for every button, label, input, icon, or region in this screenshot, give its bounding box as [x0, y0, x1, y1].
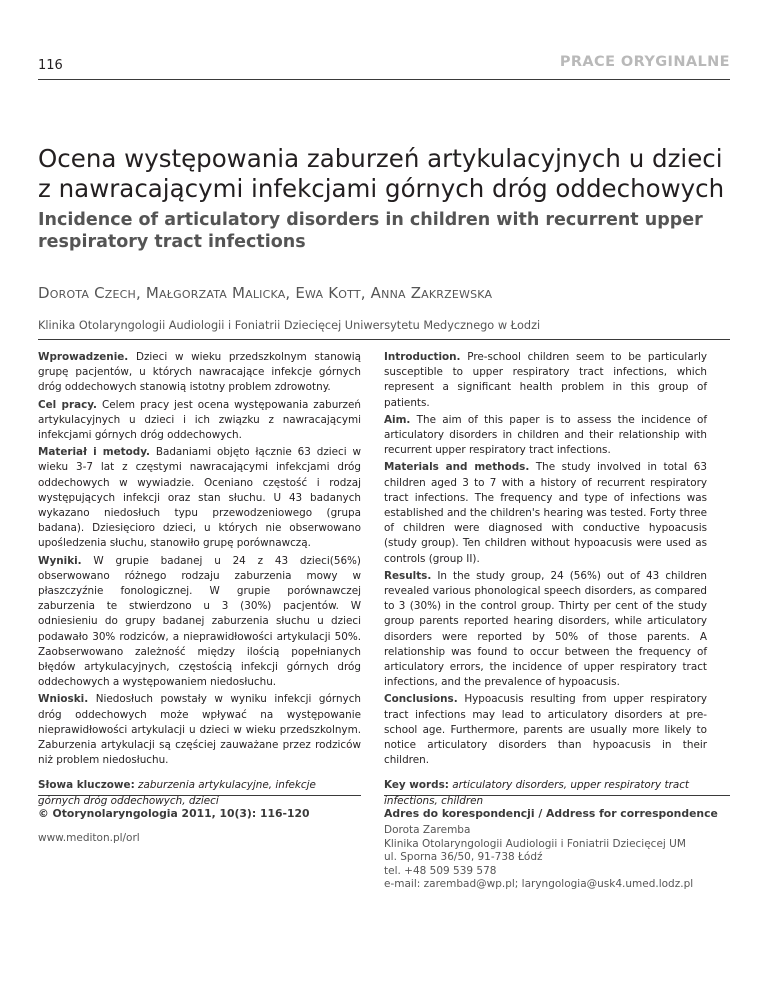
label: Aim.	[384, 413, 411, 426]
footer-rule-right	[384, 795, 730, 796]
text: In the study group, 24 (56%) out of 43 children revealed various phonological speech disorders, as compared to 3 (30%) in the control group. Thirty per cent of the study group parents reported hearing disorders, while articulatory disorders were reported by 50% of those parents. A relationship was found to occur between the frequency of articulatory errors, the incidence of upper respiratory tract infections, and the prevalence of hypoacusis.	[384, 569, 708, 689]
label: Results.	[384, 569, 432, 582]
text: Celem pracy jest ocena występowania zaburzeń artykulacyjnych u dzieci i ich związku z nawracającymi infekcjami górnych dróg oddechowych.	[38, 398, 361, 442]
article-title-polish: Ocena występowania zaburzeń artykulacyjnych u dzieci z nawracającymi infekcjami górnych dróg oddechowych	[38, 144, 725, 203]
correspondence-institution: Klinika Otolaryngologii Audiologii i Foniatrii Dziecięcej UM	[384, 837, 686, 850]
text: Niedosłuch powstały w wyniku infekcji górnych dróg oddechowych może wpływać na występowanie nieprawidłowości artykulacji u dzieci w wieku przedszkolnym. Zaburzenia artykulacji są częściej zauważane przez rodziców niż problem niedosłuchu.	[38, 693, 361, 767]
abstract-english	[384, 350, 707, 811]
label: Wnioski.	[38, 693, 89, 706]
citation-block	[38, 807, 361, 845]
abstract-pl-aim	[38, 398, 361, 444]
abstract-pl-introduction	[38, 350, 361, 396]
text: Pre-school children seem to be particularly susceptible to upper respiratory tract infections, which represent a significant health problem in this group of patients.	[384, 351, 707, 409]
label: Cel pracy.	[38, 398, 98, 411]
label: Słowa kluczowe:	[38, 779, 135, 792]
abstract-en-conclusions	[384, 692, 707, 768]
label: Wyniki.	[38, 554, 82, 567]
authors: Dorota Czech, Małgorzata Malicka, Ewa Kott, Anna Zakrzewska	[38, 284, 493, 302]
footer-rule-left	[38, 795, 361, 796]
abstract-top-rule	[38, 339, 730, 340]
journal-website-link[interactable]: www.mediton.pl/orl	[38, 832, 140, 844]
abstract-pl-conclusions	[38, 692, 361, 768]
text: Badaniami objęto łącznie 63 dzieci w wieku 3-7 lat z częstymi nawracającymi infekcjami dróg oddechowych w wywiadzie. Oceniano częstość i rodzaj występujących infekcji oraz stan słuchu. U 43 badanych wykazano niedosłuch typu przewodzeniowego (grupa badana). Dziesięcioro dzieci, u których nie obserwowano upośledzenia słuchu, stanowiło grupę porównawczą.	[38, 446, 361, 550]
abstract-pl-results	[38, 554, 361, 691]
label: Materiał i metody.	[38, 446, 150, 459]
correspondence-name: Dorota Zaremba	[384, 824, 471, 836]
text: Hypoacusis resulting from upper respiratory tract infections may lead to articulatory disorders at pre-school age. Furthermore, parents are usually more likely to notice articulatory disorders than hypoacusis in their children.	[384, 693, 707, 767]
text: W grupie badanej u 24 z 43 dzieci(56%) obserwowano różnego rodzaju zaburzenia mowy w płaszczyźnie fonologicznej. W grupie porównawczej zaburzenia te stwierdzono u 3 (30%) pacjentów. W odniesieniu do grupy badanej zaburzenia słuchu u dzieci podawało 30% rodziców, a nieprawidłowości artykulacji 50%. Zaobserwowano zależność między ilością popełnianych błędów artykulacyjnych, częstością infekcji górnych dróg oddechowych a występowaniem niedosłuchu.	[38, 554, 361, 689]
abstract-en-introduction	[384, 350, 707, 411]
label: Conclusions.	[384, 693, 458, 706]
text: articulatory disorders, upper respiratory tract infections, children	[384, 779, 689, 807]
correspondence-phone: tel. +48 509 539 578	[384, 864, 497, 877]
keywords-english	[384, 778, 707, 808]
text: Dzieci w wieku przedszkolnym stanowią grupę pacjentów, u których nawracające infekcje górnych dróg oddechowych stanowią istotny problem zdrowotny.	[38, 351, 361, 394]
keywords-polish	[38, 778, 361, 808]
label: Introduction.	[384, 351, 461, 363]
text: zaburzenia artykulacyjne, infekcje górnych dróg oddechowych, dzieci	[38, 779, 316, 807]
label: Materials and methods.	[384, 461, 530, 474]
abstract-polish	[38, 350, 361, 811]
text: The study involved in total 63 children aged 3 to 7 with a history of recurrent respiratory tract infections. The frequency and type of infections was established and the children's hearing was tested. Forty three of children were diagnosed with conductive hypoacusis (study group). Ten children without hypoacusis were used as controls (group II).	[384, 461, 708, 565]
label: Wprowadzenie.	[38, 351, 129, 363]
abstract-pl-methods	[38, 445, 361, 551]
journal-citation: © Otorynolaryngologia 2011, 10(3): 116-120	[38, 807, 310, 820]
correspondence-block	[384, 807, 730, 892]
section-label: PRACE ORYGINALNE	[559, 54, 730, 70]
abstract-en-methods	[384, 460, 707, 566]
label: Key words:	[384, 779, 449, 792]
correspondence-heading: Adres do korespondencji / Address for correspondence	[384, 807, 718, 820]
correspondence-street: ul. Sporna 36/50, 91-738 Łódź	[384, 851, 543, 863]
correspondence-email[interactable]: e-mail: zarembad@wp.pl; laryngologia@usk4.umed.lodz.pl	[384, 878, 694, 890]
text: The aim of this paper is to assess the incidence of articulatory disorders in children and their relationship with recurrent upper respiratory tract infections.	[384, 413, 707, 457]
abstract-en-results	[384, 569, 707, 691]
header-rule	[38, 79, 730, 80]
affiliation: Klinika Otolaryngologii Audiologii i Foniatrii Dziecięcej Uniwersytetu Medycznego w Łodzi	[38, 319, 541, 332]
article-title-english: Incidence of articulatory disorders in children with recurrent upper respiratory tract infections	[38, 210, 703, 252]
abstract-en-aim	[384, 413, 707, 459]
page-number: 116	[38, 58, 63, 73]
